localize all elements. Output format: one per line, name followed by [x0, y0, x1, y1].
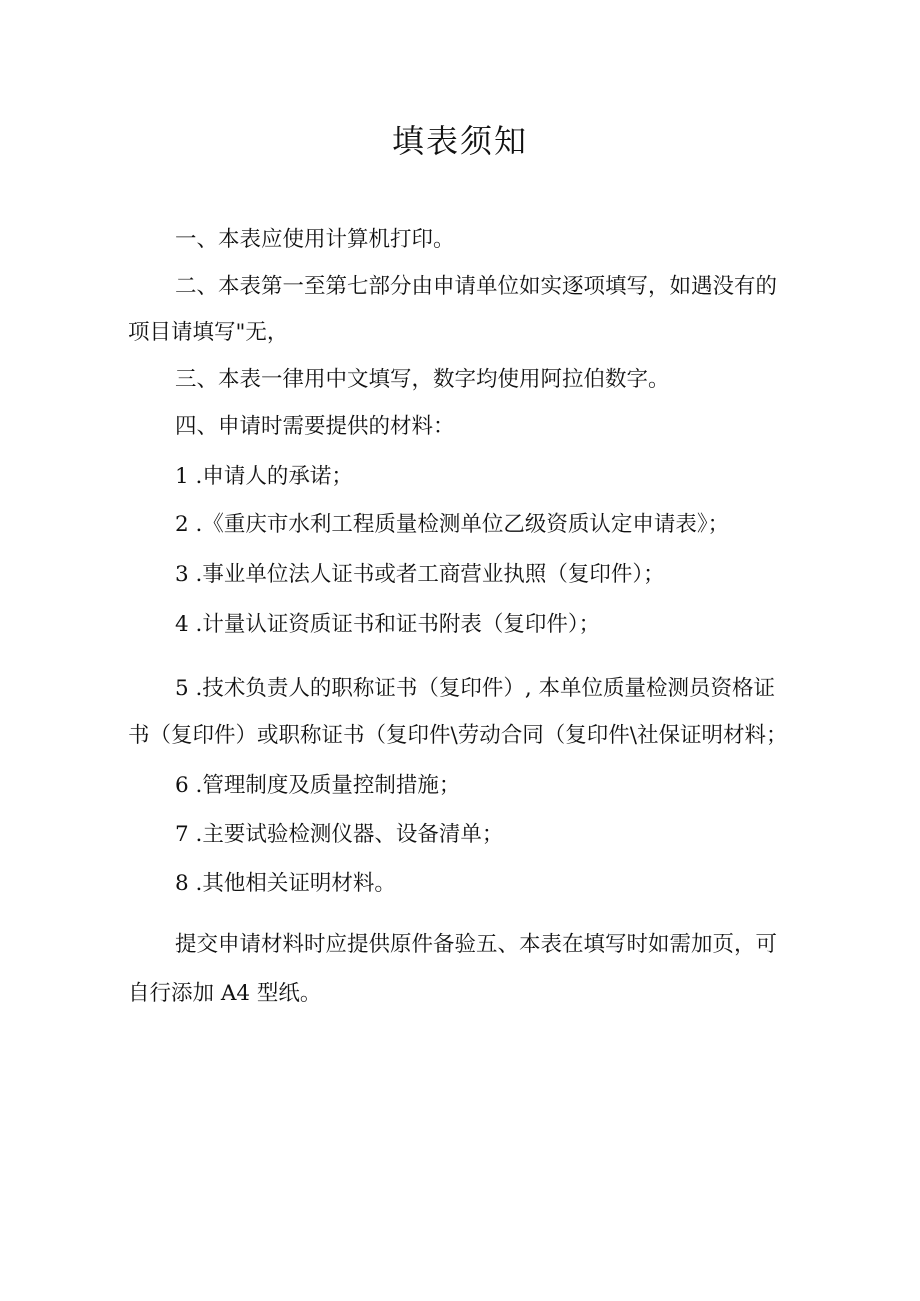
material-item-8: 8 .其他相关证明材料。	[175, 871, 396, 896]
page-title: 填表须知	[391, 122, 528, 160]
material-item-3: 3 .事业单位法人证书或者工商营业执照（复印件）；	[175, 562, 665, 587]
instruction-4-heading: 四、申请时需要提供的材料：	[175, 414, 455, 439]
closing-note-line2: 自行添加 A4 型纸。	[128, 981, 322, 1006]
material-item-6: 6 .管理制度及质量控制措施；	[175, 773, 461, 798]
instruction-1: 一、本表应使用计算机打印。	[175, 227, 455, 252]
instruction-2-line1: 二、本表第一至第七部分由申请单位如实逐项填写，如遇没有的	[175, 274, 778, 299]
closing-note-line1: 提交申请材料时应提供原件备验五、本表在填写时如需加页，可	[175, 932, 778, 957]
material-item-5-line1: 5 .技术负责人的职称证书（复印件）, 本单位质量检测员资格证	[175, 676, 776, 701]
instruction-3: 三、本表一律用中文填写，数字均使用阿拉伯数字。	[175, 367, 670, 392]
material-item-5-line2: 书（复印件）或职称证书（复印件\劳动合同（复印件\社保证明材料；	[128, 723, 788, 748]
material-item-1: 1 .申请人的承诺；	[175, 464, 353, 489]
material-item-4: 4 .计量认证资质证书和证书附表（复印件）；	[175, 612, 601, 637]
material-item-7: 7 .主要试验检测仪器、设备清单；	[175, 822, 504, 847]
material-item-2: 2 .《重庆市水利工程质量检测单位乙级资质认定申请表》；	[175, 512, 730, 537]
instruction-2-line2: 项目请填写"无，	[128, 320, 289, 345]
